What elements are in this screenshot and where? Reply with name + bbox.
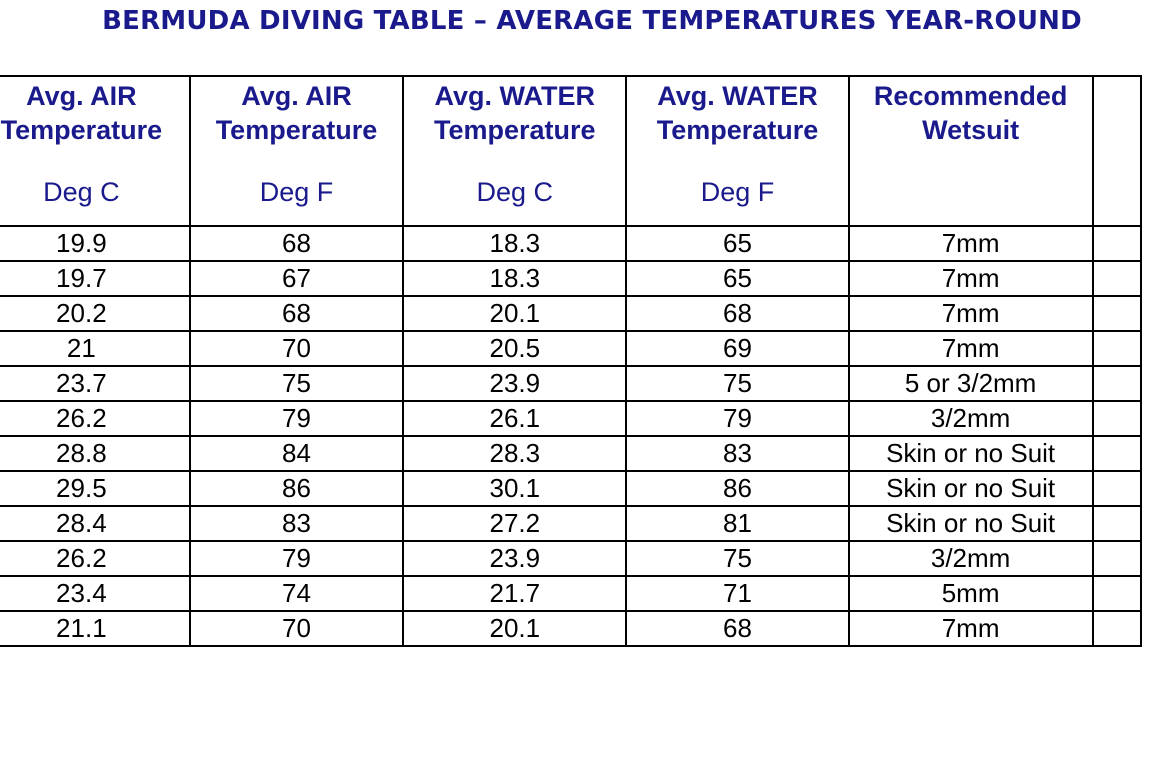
water-temp-c-cell: 21.7: [403, 576, 626, 611]
table-body: [0, 226, 1141, 646]
wetsuit-cell: 7mm: [849, 296, 1093, 331]
air-temp-c-cell: 28.8: [0, 436, 190, 471]
extra-cell: [1093, 436, 1141, 471]
air-temp-c-cell: 20.2: [0, 296, 190, 331]
air-temp-c-cell: 19.9: [0, 226, 190, 261]
extra-cell: [1093, 261, 1141, 296]
column-unit: Deg F: [259, 177, 334, 207]
water-temp-c-cell: 30.1: [403, 471, 626, 506]
water-temp-f-cell: 65: [626, 226, 848, 261]
water-temp-f-cell: 79: [626, 401, 848, 436]
air-temp-f-cell: 86: [190, 471, 404, 506]
table-row: [0, 541, 1141, 576]
wetsuit-cell: 3/2mm: [849, 541, 1093, 576]
wetsuit-cell: 7mm: [849, 261, 1093, 296]
extra-cell: [1093, 401, 1141, 436]
water-temp-f-cell: 86: [626, 471, 848, 506]
air-temp-c-cell: 26.2: [0, 401, 190, 436]
column-header-air-c: Avg. AIR Temperature Deg C: [0, 76, 190, 226]
water-temp-c-cell: 23.9: [403, 366, 626, 401]
air-temp-c-cell: 21.1: [0, 611, 190, 646]
extra-cell: [1093, 541, 1141, 576]
air-temp-c-cell: 26.2: [0, 541, 190, 576]
air-temp-f-cell: 68: [190, 296, 404, 331]
air-temp-f-cell: 70: [190, 331, 404, 366]
extra-cell: [1093, 296, 1141, 331]
air-temp-f-cell: 79: [190, 541, 404, 576]
water-temp-c-cell: 28.3: [403, 436, 626, 471]
air-temp-f-cell: 84: [190, 436, 404, 471]
extra-cell: [1093, 471, 1141, 506]
table-row: [0, 506, 1141, 541]
wetsuit-cell: 7mm: [849, 611, 1093, 646]
table-row: [0, 401, 1141, 436]
column-header-water-c: Avg. WATER Temperature Deg C: [403, 76, 626, 226]
diving-temperature-table: [0, 75, 1142, 647]
wetsuit-cell: 5mm: [849, 576, 1093, 611]
extra-cell: [1093, 331, 1141, 366]
water-temp-c-cell: 27.2: [403, 506, 626, 541]
air-temp-f-cell: 83: [190, 506, 404, 541]
air-temp-c-cell: 28.4: [0, 506, 190, 541]
water-temp-f-cell: 81: [626, 506, 848, 541]
air-temp-f-cell: 79: [190, 401, 404, 436]
water-temp-f-cell: 69: [626, 331, 848, 366]
water-temp-c-cell: 18.3: [403, 261, 626, 296]
extra-cell: [1093, 226, 1141, 261]
water-temp-c-cell: 20.5: [403, 331, 626, 366]
air-temp-c-cell: 21: [0, 331, 190, 366]
table-row: [0, 296, 1141, 331]
table-row: [0, 611, 1141, 646]
column-header-extra: [1093, 76, 1141, 226]
page-title: BERMUDA DIVING TABLE – AVERAGE TEMPERATURES YEAR-ROUND: [102, 6, 1082, 36]
wetsuit-cell: Skin or no Suit: [849, 471, 1093, 506]
wetsuit-cell: 7mm: [849, 331, 1093, 366]
water-temp-c-cell: 23.9: [403, 541, 626, 576]
water-temp-f-cell: 71: [626, 576, 848, 611]
air-temp-c-cell: 23.4: [0, 576, 190, 611]
table-row: [0, 331, 1141, 366]
wetsuit-cell: Skin or no Suit: [849, 506, 1093, 541]
air-temp-f-cell: 74: [190, 576, 404, 611]
water-temp-f-cell: 65: [626, 261, 848, 296]
water-temp-f-cell: 68: [626, 611, 848, 646]
table-row: [0, 576, 1141, 611]
air-temp-c-cell: 23.7: [0, 366, 190, 401]
header-row: [0, 76, 1141, 226]
wetsuit-cell: 3/2mm: [849, 401, 1093, 436]
table-row: [0, 366, 1141, 401]
water-temp-f-cell: 83: [626, 436, 848, 471]
column-unit: Deg C: [476, 177, 554, 207]
table-row: [0, 436, 1141, 471]
water-temp-c-cell: 20.1: [403, 611, 626, 646]
column-header-air-f: Avg. AIR Temperature Deg F: [190, 76, 404, 226]
water-temp-c-cell: 18.3: [403, 226, 626, 261]
water-temp-c-cell: 20.1: [403, 296, 626, 331]
air-temp-c-cell: 19.7: [0, 261, 190, 296]
water-temp-f-cell: 75: [626, 541, 848, 576]
column-unit: Deg F: [700, 177, 775, 207]
extra-cell: [1093, 576, 1141, 611]
air-temp-f-cell: 75: [190, 366, 404, 401]
column-header-wetsuit: Recommended Wetsuit: [849, 76, 1093, 226]
extra-cell: [1093, 611, 1141, 646]
column-unit: Deg C: [43, 177, 120, 207]
air-temp-f-cell: 67: [190, 261, 404, 296]
water-temp-f-cell: 75: [626, 366, 848, 401]
column-header-water-f: Avg. WATER Temperature Deg F: [626, 76, 848, 226]
air-temp-f-cell: 70: [190, 611, 404, 646]
table-row: [0, 471, 1141, 506]
water-temp-c-cell: 26.1: [403, 401, 626, 436]
wetsuit-cell: Skin or no Suit: [849, 436, 1093, 471]
water-temp-f-cell: 68: [626, 296, 848, 331]
extra-cell: [1093, 366, 1141, 401]
table-row: [0, 261, 1141, 296]
wetsuit-cell: 7mm: [849, 226, 1093, 261]
extra-cell: [1093, 506, 1141, 541]
wetsuit-cell: 5 or 3/2mm: [849, 366, 1093, 401]
air-temp-c-cell: 29.5: [0, 471, 190, 506]
air-temp-f-cell: 68: [190, 226, 404, 261]
table-row: [0, 226, 1141, 261]
